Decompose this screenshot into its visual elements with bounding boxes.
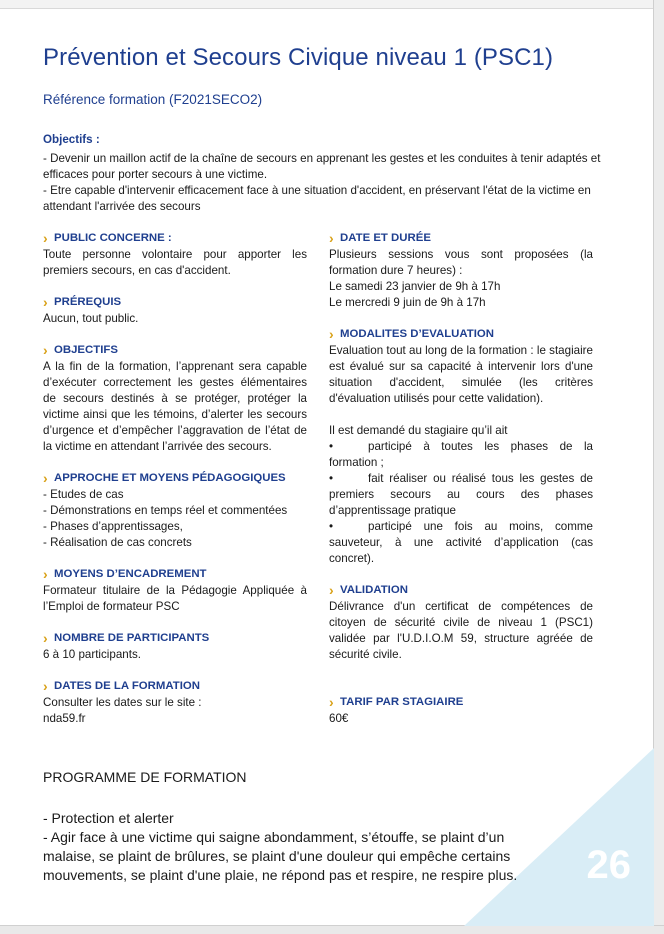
left-column: [43, 230, 307, 742]
list-item: • fait réaliser ou réalisé tous les gestes de: [329, 472, 593, 485]
list-item-continued: formation ;: [329, 456, 384, 469]
price-value: 60€: [329, 712, 349, 725]
objectives-intro-line: - Devenir un maillon actif de la chaîne de secours en apprenant les gestes et les conduites à tenir adaptés et efficaces pour porter secours à une victime.: [43, 152, 601, 181]
section-encadrement: [43, 566, 307, 615]
section-validation: [329, 582, 593, 663]
objectives-intro-line: - Etre capable d'intervenir efficacement face à une situation d'accident, en préservant l'état de la victime en attendant l'arrivée des secours: [43, 184, 591, 213]
section-title: PUBLIC CONCERNE :: [54, 232, 172, 244]
list-item-continued: sauveteur, à une activité d’application (cas concret).: [329, 536, 593, 565]
chevron-right-icon: ›: [43, 230, 48, 246]
section-title: OBJECTIFS: [54, 344, 118, 356]
chevron-right-icon: ›: [43, 294, 48, 310]
section-text: 6 à 10 participants.: [43, 648, 141, 661]
section-text: A la fin de la formation, l’apprenant sera capable d’exécuter correctement les gestes élémentaires de secours destinés à se protéger, protéger la victime ainsi que les témoins, d’alerter les secours d’urgence et d’empêcher l’aggravation de l’état de la victime en attendant l’arrivée des secours.: [43, 360, 307, 453]
bullet: •: [329, 520, 334, 533]
list-item: - Démonstrations en temps réel et commentées: [43, 504, 288, 517]
section-text: Formateur titulaire de la Pédagogie Appliquée à l’Emploi de formateur PSC: [43, 584, 307, 613]
page-number: 26: [586, 843, 631, 887]
session-date: Le mercredi 9 juin de 9h à 17h: [329, 296, 486, 309]
section-text: Délivrance d'un certificat de compétences de citoyen de sécurité civile de niveau 1 (PSC1) validée par l'U.D.I.O.M 59, structure agréée de sécurité civile.: [329, 600, 593, 661]
chevron-right-icon: ›: [43, 630, 48, 646]
list-item: • participé une fois au moins, comme: [329, 520, 593, 533]
page-frame-bottom: [0, 925, 664, 934]
page-title: Prévention et Secours Civique niveau 1 (PSC1): [43, 44, 554, 71]
chevron-right-icon: ›: [329, 326, 334, 342]
website-link[interactable]: nda59.fr: [43, 712, 86, 725]
section-title: TARIF PAR STAGIAIRE: [340, 696, 464, 708]
programme-section: [43, 768, 533, 885]
section-title: MODALITES D’EVALUATION: [340, 328, 494, 340]
programme-title: PROGRAMME DE FORMATION: [43, 769, 247, 785]
list-item: • participé à toutes les phases de la: [329, 440, 593, 453]
chevron-right-icon: ›: [43, 678, 48, 694]
page-frame-top: [0, 0, 664, 9]
section-text: Toute personne volontaire pour apporter les premiers secours, en cas d'accident.: [43, 248, 307, 277]
programme-line: - Agir face à une victime qui saigne abondamment, s’étouffe, se plaint d’un malaise, se plaint de brûlures, se plaint d'une douleur qui empêche certains mouvements, se plaint d'une plaie, ne répond pas et respire, ne respire plus.: [43, 829, 518, 883]
objectives-intro-title: Objectifs :: [43, 133, 100, 146]
chevron-right-icon: ›: [329, 694, 334, 710]
section-prerequis: [43, 294, 307, 327]
section-title: NOMBRE DE PARTICIPANTS: [54, 632, 210, 644]
programme-line: - Protection et alerter: [43, 810, 174, 826]
session-date: Le samedi 23 janvier de 9h à 17h: [329, 280, 501, 293]
section-tarif: [329, 694, 593, 727]
section-title: DATES DE LA FORMATION: [54, 680, 200, 692]
section-text: Evaluation tout au long de la formation : le stagiaire est évalué sur sa capacité à intervenir lors d'une situation d'accident, simulée (les critères d'évaluation utilisés pour cette validation).: [329, 344, 593, 405]
section-text: Aucun, tout public.: [43, 312, 139, 325]
list-item: - Réalisation de cas concrets: [43, 536, 192, 549]
bullet: •: [329, 472, 334, 485]
list-item: - Phases d’apprentissages,: [43, 520, 183, 533]
formation-reference: Référence formation (F2021SECO2): [43, 92, 263, 107]
section-dates-formation: [43, 678, 307, 727]
chevron-right-icon: ›: [43, 470, 48, 486]
section-text: Consulter les dates sur le site :: [43, 696, 202, 709]
objectives-intro: [43, 132, 610, 215]
section-date-duree: [329, 230, 593, 311]
section-title: MOYENS D’ENCADREMENT: [54, 568, 207, 580]
page-frame-right: [653, 0, 664, 934]
bullet: •: [329, 440, 334, 453]
section-approche: [43, 470, 307, 551]
list-item: - Etudes de cas: [43, 488, 124, 501]
section-text: Il est demandé du stagiaire qu’il ait: [329, 424, 508, 437]
section-public: [43, 230, 307, 279]
section-objectifs: [43, 342, 307, 455]
section-title: PRÉREQUIS: [54, 296, 122, 308]
list-item-continued: premiers secours au cours des phases d’apprentissage pratique: [329, 488, 593, 517]
section-text: Plusieurs sessions vous sont proposées (la formation dure 7 heures) :: [329, 248, 593, 277]
section-title: VALIDATION: [340, 584, 408, 596]
chevron-right-icon: ›: [329, 582, 334, 598]
section-participants: [43, 630, 307, 663]
chevron-right-icon: ›: [43, 342, 48, 358]
chevron-right-icon: ›: [43, 566, 48, 582]
chevron-right-icon: ›: [329, 230, 334, 246]
section-evaluation: [329, 326, 593, 567]
section-title: APPROCHE ET MOYENS PÉDAGOGIQUES: [54, 472, 286, 484]
right-column: [329, 230, 593, 742]
section-title: DATE ET DURÉE: [340, 232, 431, 244]
